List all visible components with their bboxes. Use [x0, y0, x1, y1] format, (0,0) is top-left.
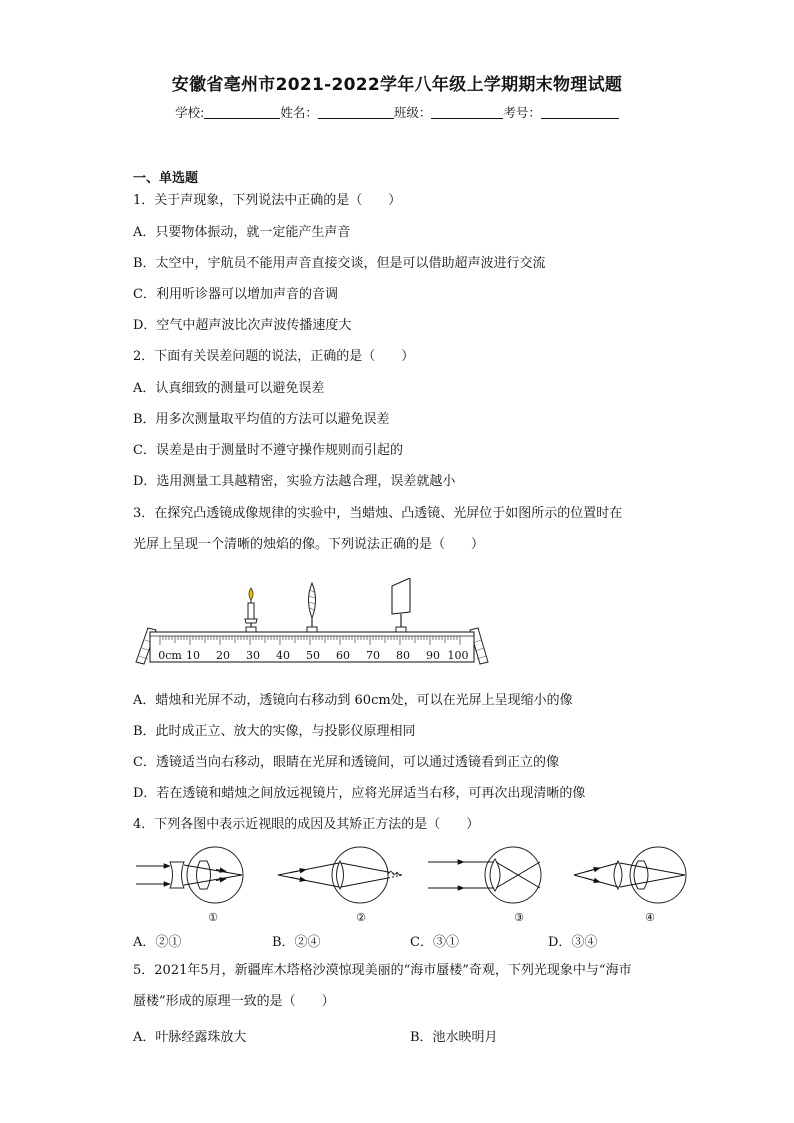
- question-4-option-c: C．③①: [410, 935, 459, 950]
- eye-diagram-4: [574, 847, 686, 924]
- question-5-stem-line1: 5．2021年5月，新疆库木塔格沙漠惊现美丽的“海市蜃楼”奇观，下列光现象中与“海市: [133, 963, 632, 978]
- exam-no-label: 考号：: [503, 105, 541, 120]
- question-3-option-d: D．若在透镜和蜡烛之间放远视镜片，应将光屏适当右移，可再次出现清晰的像: [133, 786, 586, 801]
- question-2-stem: 2．下面有关误差问题的说法，正确的是（ ）: [133, 349, 415, 364]
- question-1-option-b: B．太空中，宇航员不能用声音直接交谈，但是可以借助超声波进行交流: [133, 256, 546, 271]
- school-label: 学校:: [175, 105, 205, 120]
- question-3-option-b: B．此时成正立、放大的实像，与投影仪原理相同: [133, 724, 416, 739]
- eye-diagram-3-label: ③: [514, 911, 524, 924]
- question-4-option-b: B．②④: [272, 935, 321, 950]
- question-1-option-a: A．只要物体振动，就一定能产生声音: [133, 225, 351, 240]
- class-blank[interactable]: [431, 118, 503, 119]
- question-4-option-d: D．③④: [548, 935, 598, 950]
- optical-bench-figure: [130, 578, 500, 670]
- name-label: 姓名：: [280, 105, 318, 120]
- question-1-option-d: D．空气中超声波比次声波传播速度大: [133, 318, 352, 333]
- eye-diagram-1-label: ①: [208, 911, 218, 924]
- eye-diagram-4-label: ④: [645, 911, 655, 924]
- bench-label-30: 30: [246, 649, 260, 662]
- bench-label-50: 50: [306, 649, 320, 662]
- question-4-stem: 4．下列各图中表示近视眼的成因及其矫正方法的是（ ）: [133, 817, 480, 832]
- class-label: 班级：: [393, 105, 432, 120]
- question-3-stem-line2: 光屏上呈现一个清晰的烛焰的像。下列说法正确的是（ ）: [133, 537, 485, 552]
- bench-label-0: 0cm: [158, 649, 182, 662]
- question-2-option-c: C．误差是由于测量时不遵守操作规则而引起的: [133, 443, 403, 458]
- eye-diagram-2-label: ②: [356, 911, 366, 924]
- question-4-option-a: A．②①: [133, 935, 182, 950]
- question-3-option-a: A．蜡烛和光屏不动，透镜向右移动到 60cm处，可以在光屏上呈现缩小的像: [133, 693, 573, 708]
- section-title: 一、单选题: [133, 171, 199, 186]
- question-3-option-c: C．透镜适当向右移动，眼睛在光屏和透镜间，可以通过透镜看到正立的像: [133, 755, 559, 770]
- school-blank[interactable]: [204, 118, 280, 119]
- question-5-option-a: A．叶脉经露珠放大: [133, 1030, 247, 1045]
- question-1-stem: 1．关于声现象，下列说法中正确的是（ ）: [133, 193, 402, 208]
- bench-label-20: 20: [216, 649, 230, 662]
- question-2-option-b: B．用多次测量取平均值的方法可以避免误差: [133, 412, 390, 427]
- question-3-stem-line1: 3．在探究凸透镜成像规律的实验中，当蜡烛、凸透镜、光屏位于如图所示的位置时在: [133, 506, 623, 521]
- name-blank[interactable]: [318, 118, 394, 119]
- exam-title: 安徽省亳州市2021-2022学年八年级上学期期末物理试题: [171, 75, 623, 95]
- candle-icon: [245, 588, 257, 632]
- bench-label-70: 70: [366, 649, 380, 662]
- eye-diagram-1: [136, 847, 243, 924]
- eye-diagrams-figure: [130, 846, 695, 924]
- question-1-option-c: C．利用听诊器可以增加声音的音调: [133, 287, 338, 302]
- convex-lens-icon: [307, 583, 317, 632]
- exam-no-blank[interactable]: [541, 118, 619, 119]
- bench-label-40: 40: [276, 649, 290, 662]
- question-2-option-a: A．认真细致的测量可以避免误差: [133, 381, 325, 396]
- question-2-option-d: D．选用测量工具越精密，实验方法越合理，误差就越小: [133, 474, 456, 489]
- bench-label-100: 100: [447, 649, 469, 662]
- question-5-stem-line2: 蜃楼”形成的原理一致的是（ ）: [133, 994, 335, 1009]
- light-screen-icon: [392, 578, 410, 632]
- bench-label-80: 80: [396, 649, 410, 662]
- eye-diagram-3: [428, 847, 541, 924]
- student-info-line: [0, 103, 794, 121]
- eye-diagram-2: [278, 847, 402, 924]
- bench-label-60: 60: [336, 649, 350, 662]
- bench-label-10: 10: [186, 649, 200, 662]
- question-5-option-b: B．池水映明月: [410, 1030, 498, 1045]
- bench-label-90: 90: [426, 649, 440, 662]
